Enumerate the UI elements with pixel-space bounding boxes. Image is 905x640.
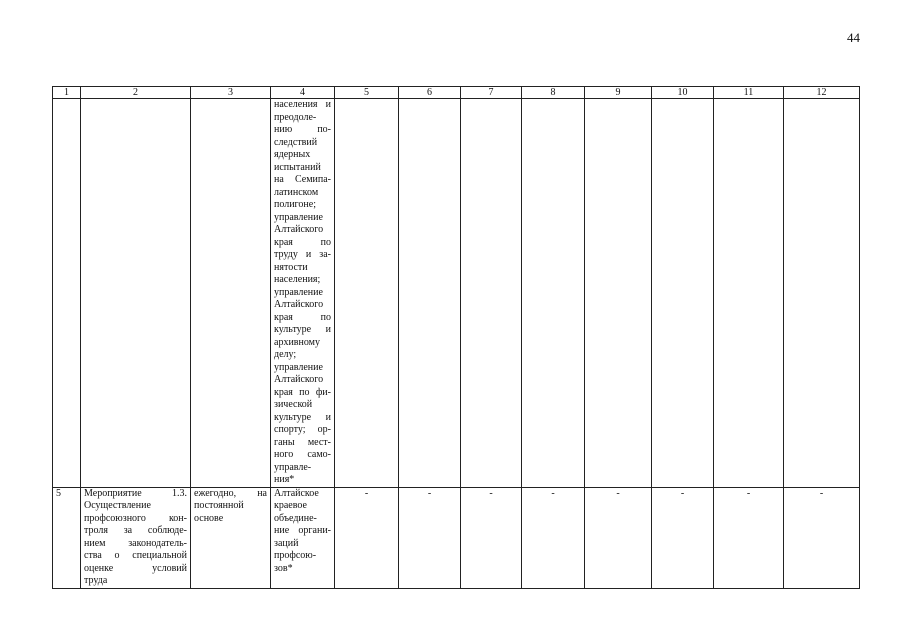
cell-line: нием законодатель- <box>84 537 187 549</box>
cell-line: культуре и <box>274 411 331 423</box>
cell-line: ния* <box>274 474 295 485</box>
cell <box>652 99 714 488</box>
cell-line: на Семипа- <box>274 174 331 185</box>
deadline-cell <box>191 487 271 588</box>
value-cell-8: - <box>522 487 585 588</box>
cell-line: зов* <box>274 562 293 574</box>
table-row-continued <box>53 99 860 488</box>
cell <box>335 99 399 488</box>
cell-line: следствий <box>274 136 318 148</box>
header-col-4: 4 <box>271 87 335 99</box>
cell-line: латинском <box>274 186 319 198</box>
cell-line: полигоне; <box>274 199 316 210</box>
cell-line: преодоле- <box>274 111 317 123</box>
cell <box>784 99 860 488</box>
cell-line: архивному <box>274 336 321 348</box>
header-col-9: 9 <box>585 87 652 99</box>
cell-line: делу; <box>274 349 297 360</box>
cell <box>53 99 81 488</box>
cell-line: управление <box>274 211 323 223</box>
page-number: 44 <box>847 30 860 45</box>
cell-line: культуре и <box>274 324 331 335</box>
value-cell-12: - <box>784 487 860 588</box>
cell-line: нятости <box>274 261 308 273</box>
measure-name-cell <box>81 487 191 588</box>
cell-line: края по фи- <box>274 386 331 398</box>
cell-line: заций <box>274 537 299 549</box>
cell-line: ного само- <box>274 449 331 460</box>
cell-line: Алтайского <box>274 224 324 235</box>
cell-line: ганы мест- <box>274 436 331 448</box>
cell-line: зической <box>274 399 313 410</box>
value-cell-5: - <box>335 487 399 588</box>
header-col-8: 8 <box>522 87 585 99</box>
row-number: 5 <box>53 487 81 588</box>
cell-line: населения; <box>274 274 321 285</box>
cell-line: управление <box>274 286 323 298</box>
cell-line: постоянной <box>194 500 244 511</box>
cell-line: ства о специальной <box>84 550 187 561</box>
cell-line: ние органи- <box>274 525 331 536</box>
cell-line: профсоюзного кон- <box>84 512 187 524</box>
cell-line: края по <box>274 311 331 323</box>
cell-line: Осуществление <box>84 500 151 511</box>
header-col-3: 3 <box>191 87 271 99</box>
cell-line: троля за соблюде- <box>84 525 187 536</box>
executor-cell <box>271 487 335 588</box>
cell-line: населения и <box>274 99 331 110</box>
cell-line: Мероприятие 1.3. <box>84 487 187 499</box>
cell <box>714 99 784 488</box>
cell <box>399 99 461 488</box>
cell-line: Алтайского <box>274 299 324 310</box>
header-col-12: 12 <box>784 87 860 99</box>
table-row-5 <box>53 487 860 588</box>
cell-line: труду и за- <box>274 249 331 260</box>
cell-line: спорту; ор- <box>274 424 331 435</box>
value-cell-9: - <box>585 487 652 588</box>
cell <box>522 99 585 488</box>
cell-line: ядерных <box>274 149 311 160</box>
cell-line: основе <box>194 512 224 524</box>
value-cell-7: - <box>461 487 522 588</box>
cell-line: оценке условий <box>84 562 187 574</box>
cell <box>585 99 652 488</box>
value-cell-11: - <box>714 487 784 588</box>
value-cell-10: - <box>652 487 714 588</box>
cell-line: ежегодно, на <box>194 487 267 499</box>
cell-line: профсою- <box>274 550 317 561</box>
cell-line: краевое <box>274 500 307 511</box>
cell <box>81 99 191 488</box>
value-cell-6: - <box>399 487 461 588</box>
cell-line: испытаний <box>274 161 321 173</box>
cell <box>191 99 271 488</box>
cell-line: труда <box>84 575 108 586</box>
header-col-10: 10 <box>652 87 714 99</box>
cell-line: нию по- <box>274 124 331 135</box>
cell-line: Алтайское <box>274 487 319 499</box>
header-row <box>53 87 860 99</box>
header-col-7: 7 <box>461 87 522 99</box>
header-col-5: 5 <box>335 87 399 99</box>
cell-line: управление <box>274 361 323 373</box>
header-col-2: 2 <box>81 87 191 99</box>
header-col-1: 1 <box>53 87 81 99</box>
cell-line: Алтайского <box>274 374 324 385</box>
cell-line: объедине- <box>274 512 317 524</box>
header-col-6: 6 <box>399 87 461 99</box>
cell <box>461 99 522 488</box>
cell-line: края по <box>274 236 331 248</box>
program-table <box>52 86 860 589</box>
cell-line: управле- <box>274 461 312 473</box>
responsible-executors-cell <box>271 99 335 488</box>
header-col-11: 11 <box>714 87 784 99</box>
